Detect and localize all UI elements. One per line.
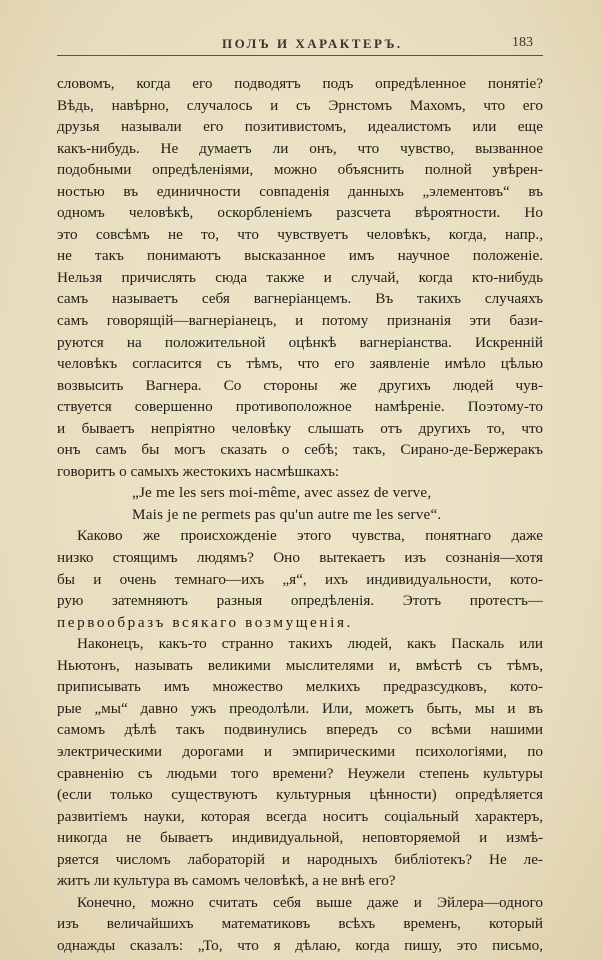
text-line: Вѣдь, навѣрно, случалось и съ Эрнстомъ Махомъ, что его: [57, 96, 543, 114]
text-line: Наконецъ, какъ-то странно такихъ людей, какъ Паскаль или: [77, 635, 543, 653]
text-line: говоритъ о самыхъ жестокихъ насмѣшкахъ:: [57, 462, 340, 480]
text-line: рые „мы“ давно ужъ преодолѣли. Или, можетъ быть, мы и въ: [57, 699, 543, 717]
text-line: Каково же происхожденіе этого чувства, понятнаго даже: [77, 527, 543, 545]
text-line: самъ называетъ себя вагнеріанцемъ. Въ такихъ случаяхъ: [57, 290, 543, 308]
text-line: человѣкъ согласится съ тѣмъ, что его заявленіе имѣло цѣлью: [57, 355, 543, 373]
text-line: житъ ли культура въ самомъ человѣкѣ, а не внѣ его?: [57, 872, 396, 890]
text-line: и бываетъ непріятно человѣку слышать отъ другихъ то, что: [57, 419, 543, 437]
text-line: бы и очень темнаго—ихъ „я“, ихъ индивидуальности, кото-: [57, 570, 543, 588]
text-line: электрическими дорогами и эмпирическими психологіями, по: [57, 742, 543, 760]
text-line: рую затемняютъ разныя опредѣленія. Этотъ протестъ—: [57, 592, 543, 610]
text-line: словомъ, когда его подводятъ подъ опредѣленное понятіе?: [57, 75, 543, 92]
text-line: подобными опредѣленіями, можно объяснить полной увѣрен-: [57, 161, 543, 179]
text-line: какъ-нибудь. Не думаетъ ли онъ, что чувство, вызванное: [57, 139, 543, 157]
page-number: 183: [512, 35, 533, 50]
verse-line: „Je me les sers moi-même, avec assez de verve,: [132, 484, 432, 502]
text-line: Конечно, можно считать себя выше даже и Эйлера—одного: [77, 893, 543, 911]
running-head-title: ПОЛЪ И ХАРАКТЕРЪ.: [222, 36, 403, 51]
text-line: приписывать имъ множество мелкихъ предразсудковъ, кото-: [57, 678, 543, 696]
text-line: сравненію съ людьми того времени? Неужели степень культуры: [57, 764, 543, 782]
text-line: ряется числомъ лабораторій и народныхъ библіотекъ? Не ле-: [57, 850, 543, 868]
text-line: низко стоящимъ людямъ? Оно вытекаетъ изъ сознанія—хотя: [57, 549, 543, 567]
verse-line: Mais je ne permets pas qu'un autre me les serve“.: [132, 505, 442, 523]
text-line: онъ самъ бы могъ сказать о себѣ; такъ, Сирано-де-Бержеракъ: [57, 441, 543, 459]
text-line: не такъ понимаютъ высказанное имъ научное положеніе.: [57, 247, 543, 265]
text-line: это совсѣмъ не то, что чувствуетъ человѣкъ, когда, напр.,: [57, 225, 543, 243]
text-line: (если только существуютъ культурныя цѣнности) опредѣляется: [57, 786, 543, 804]
spaced-emphasis-line: первообразъ всякаго возмущенія.: [57, 613, 353, 631]
text-line: никогда не бываетъ индивидуальной, неповторяемой и измѣ-: [57, 829, 543, 847]
text-line: ствуется совершенно противоположное намѣреніе. Поэтому-то: [57, 398, 543, 416]
running-head: [0, 0, 602, 60]
text-line: самомъ дѣлѣ такъ подвинулись впередъ со всѣми нашими: [57, 721, 543, 739]
text-line: Нельзя причислять сюда также и случай, когда кто-нибудь: [57, 268, 543, 286]
body-text: [57, 73, 543, 956]
text-line: друзья называли его позитивистомъ, идеалистомъ или еще: [57, 118, 543, 136]
header-rule: [57, 55, 543, 56]
text-line: однажды сказалъ: „То, что я дѣлаю, когда пишу, это письмо,: [57, 936, 543, 954]
text-line: одномъ человѣкѣ, оскорбленіемъ разсчета вѣроятности. Но: [57, 204, 543, 222]
text-line: самъ говорящій—вагнеріанецъ, и потому признанія эти бази-: [57, 312, 543, 330]
text-line: развитіемъ науки, которая всегда носитъ соціальный характеръ,: [57, 807, 543, 825]
text-line: ностью въ единичности совпаденія данныхъ „элементовъ“ въ: [57, 182, 543, 200]
text-line: изъ величайшихъ математиковъ всѣхъ временъ, который: [57, 915, 543, 933]
text-line: руются на положительной оцѣнкѣ вагнеріанства. Искренній: [57, 333, 543, 351]
text-line: Ньютонъ, называть великими мыслителями и, вмѣстѣ съ тѣмъ,: [57, 656, 543, 674]
text-line: возвысить Вагнера. Со стороны же другихъ людей чув-: [57, 376, 543, 394]
